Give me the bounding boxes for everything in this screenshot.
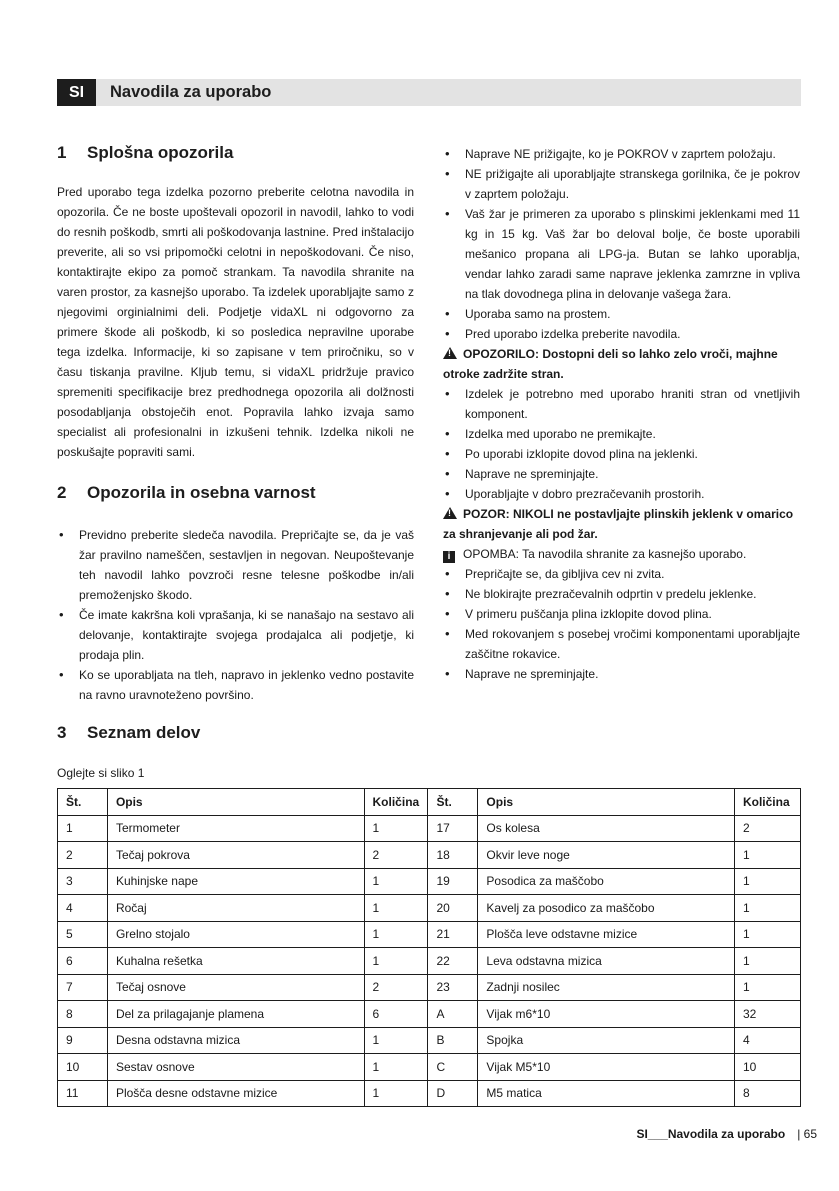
cell-qty: 1 <box>364 921 428 948</box>
cell-desc: Del za prilagajanje plamena <box>107 1001 364 1028</box>
cell-no: 6 <box>58 948 108 975</box>
cell-qty: 8 <box>734 1080 800 1107</box>
cell-no: C <box>428 1054 478 1081</box>
table-row <box>58 974 801 1001</box>
list-item: • Ne blokirajte prezračevalnih odprtin v predelu jeklenke. <box>443 584 800 604</box>
cell-desc: Termometer <box>107 815 364 842</box>
info-icon: i <box>443 551 455 563</box>
cell-no: 11 <box>58 1080 108 1107</box>
cell-no: 4 <box>58 895 108 922</box>
list-item: • Če imate kakršna koli vprašanja, ki se nanašajo na sestavo ali delovanje, kontaktirajte svojega prodajalca ali podjetje, ki prodaja plin. <box>57 605 414 665</box>
cell-desc: Okvir leve noge <box>478 842 735 869</box>
cell-no: 17 <box>428 815 478 842</box>
list-item: • Previdno preberite sledeča navodila. Prepričajte se, da je vaš žar pravilno nameščen, sestavljen in negovan. Neupoštevanje teh navodil lahko povzroči resne telesne poškodbe in/ali premoženjsko škodo. <box>57 525 414 605</box>
section-2-title: Opozorila in osebna varnost <box>87 483 316 502</box>
list-item: • Uporabljajte v dobro prezračevanih prostorih. <box>443 484 800 504</box>
cell-qty: 1 <box>734 974 800 1001</box>
header-bar <box>57 79 801 106</box>
warning-text: POZOR: NIKOLI ne postavljajte plinskih jeklenk v omarico za shranjevanje ali pod žar. <box>443 507 794 541</box>
cell-no: 23 <box>428 974 478 1001</box>
section-3-heading <box>57 723 200 743</box>
language-badge: SI <box>57 79 96 106</box>
list-item: • Ko se uporabljata na tleh, napravo in jeklenko vedno postavite na ravno uravnoteženo površino. <box>57 665 414 705</box>
cell-desc: Vijak M5*10 <box>478 1054 735 1081</box>
cell-no: 10 <box>58 1054 108 1081</box>
warning-triangle-icon <box>443 507 457 519</box>
cell-desc: Zadnji nosilec <box>478 974 735 1001</box>
cell-desc: M5 matica <box>478 1080 735 1107</box>
cell-qty: 1 <box>364 815 428 842</box>
list-item: • Vaš žar je primeren za uporabo s plinskimi jeklenkami med 11 kg in 15 kg. Vaš žar bo deloval bolje, če boste uporabili mešanico propana ali LPG-ja. Butan se lahko uporablja, vendar lahko zaradi same naprave jeklenka zamrzne in vpliva na tlak dovodnega plina in delovanje vašega žara. <box>443 204 800 304</box>
cell-desc: Posodica za maščobo <box>478 868 735 895</box>
cell-no: 19 <box>428 868 478 895</box>
footer-title: SI___Navodila za uporabo <box>636 1127 786 1141</box>
col-header-qty: Količina <box>364 789 428 816</box>
section-1-title: Splošna opozorila <box>87 143 234 162</box>
cell-qty: 1 <box>734 842 800 869</box>
section-1-number: 1 <box>57 143 67 162</box>
table-row <box>58 1054 801 1081</box>
note-line <box>443 544 800 564</box>
warning-hot-parts <box>443 344 800 384</box>
cell-qty: 1 <box>364 1080 428 1107</box>
cell-desc: Kuhinjske nape <box>107 868 364 895</box>
col-header-no: Št. <box>428 789 478 816</box>
cell-desc: Sestav osnove <box>107 1054 364 1081</box>
cell-no: 2 <box>58 842 108 869</box>
cell-no: 5 <box>58 921 108 948</box>
cell-desc: Kavelj za posodico za maščobo <box>478 895 735 922</box>
col-header-qty: Količina <box>734 789 800 816</box>
table-header-row <box>58 789 801 816</box>
list-item: • Izdelka med uporabo ne premikajte. <box>443 424 800 444</box>
cell-desc: Vijak m6*10 <box>478 1001 735 1028</box>
cell-no: 22 <box>428 948 478 975</box>
section-2-heading <box>57 483 316 503</box>
list-item: • Pred uporabo izdelka preberite navodila. <box>443 324 800 344</box>
page-footer <box>636 1127 817 1141</box>
cell-desc: Grelno stojalo <box>107 921 364 948</box>
cell-qty: 2 <box>364 974 428 1001</box>
cell-qty: 1 <box>364 1054 428 1081</box>
table-caption: Oglejte si sliko 1 <box>57 766 145 780</box>
warning-gas-cylinders <box>443 504 800 544</box>
list-item: • Naprave NE prižigajte, ko je POKROV v zaprtem položaju. <box>443 144 800 164</box>
cell-no: 9 <box>58 1027 108 1054</box>
table-row <box>58 868 801 895</box>
cell-no: 18 <box>428 842 478 869</box>
cell-qty: 1 <box>734 921 800 948</box>
parts-table-body <box>58 815 801 1107</box>
cell-no: 20 <box>428 895 478 922</box>
col-header-no: Št. <box>58 789 108 816</box>
list-item: • Izdelek je potrebno med uporabo hraniti stran od vnetljivih komponent. <box>443 384 800 424</box>
safety-list-b <box>443 384 800 504</box>
cell-no: 7 <box>58 974 108 1001</box>
cell-qty: 1 <box>364 895 428 922</box>
col-header-desc: Opis <box>478 789 735 816</box>
cell-no: A <box>428 1001 478 1028</box>
table-row <box>58 895 801 922</box>
col-header-desc: Opis <box>107 789 364 816</box>
list-item: • NE prižigajte ali uporabljajte stranskega gorilnika, če je pokrov v zaprtem položaju. <box>443 164 800 204</box>
right-column <box>443 144 800 684</box>
section-3-number: 3 <box>57 723 67 742</box>
section-2-list <box>57 525 414 705</box>
cell-no: 21 <box>428 921 478 948</box>
section-1-heading <box>57 143 233 163</box>
section-2-number: 2 <box>57 483 67 502</box>
cell-desc: Tečaj osnove <box>107 974 364 1001</box>
table-row <box>58 842 801 869</box>
safety-list-a <box>443 144 800 344</box>
warning-triangle-icon <box>443 347 457 359</box>
cell-desc: Spojka <box>478 1027 735 1054</box>
parts-table <box>57 788 801 1107</box>
cell-qty: 1 <box>734 868 800 895</box>
cell-desc: Kuhalna rešetka <box>107 948 364 975</box>
list-item: • Naprave ne spreminjajte. <box>443 464 800 484</box>
cell-no: D <box>428 1080 478 1107</box>
cell-qty: 10 <box>734 1054 800 1081</box>
table-row <box>58 1080 801 1107</box>
table-row <box>58 1027 801 1054</box>
cell-qty: 1 <box>734 948 800 975</box>
section-3-title: Seznam delov <box>87 723 201 742</box>
note-text: OPOMBA: Ta navodila shranite za kasnejšo uporabo. <box>463 547 747 561</box>
cell-desc: Ročaj <box>107 895 364 922</box>
cell-qty: 2 <box>734 815 800 842</box>
list-item: • Uporaba samo na prostem. <box>443 304 800 324</box>
cell-desc: Os kolesa <box>478 815 735 842</box>
cell-no: B <box>428 1027 478 1054</box>
page-number: | 65 <box>797 1127 817 1141</box>
cell-no: 3 <box>58 868 108 895</box>
cell-desc: Plošča leve odstavne mizice <box>478 921 735 948</box>
cell-desc: Plošča desne odstavne mizice <box>107 1080 364 1107</box>
cell-qty: 1 <box>364 1027 428 1054</box>
safety-list-c <box>443 564 800 684</box>
cell-desc: Desna odstavna mizica <box>107 1027 364 1054</box>
cell-qty: 1 <box>734 895 800 922</box>
table-row <box>58 921 801 948</box>
table-row <box>58 815 801 842</box>
cell-qty: 2 <box>364 842 428 869</box>
table-row <box>58 1001 801 1028</box>
list-item: • Po uporabi izklopite dovod plina na jeklenki. <box>443 444 800 464</box>
cell-qty: 32 <box>734 1001 800 1028</box>
table-row <box>58 948 801 975</box>
warning-text: OPOZORILO: Dostopni deli so lahko zelo vroči, majhne otroke zadržite stran. <box>443 347 778 381</box>
header-title: Navodila za uporabo <box>110 83 272 101</box>
list-item: • Med rokovanjem s posebej vročimi komponentami uporabljajte zaščitne rokavice. <box>443 624 800 664</box>
list-item: • Prepričajte se, da gibljiva cev ni zvita. <box>443 564 800 584</box>
list-item: • V primeru puščanja plina izklopite dovod plina. <box>443 604 800 624</box>
cell-qty: 1 <box>364 948 428 975</box>
cell-qty: 6 <box>364 1001 428 1028</box>
list-item: • Naprave ne spreminjajte. <box>443 664 800 684</box>
cell-desc: Tečaj pokrova <box>107 842 364 869</box>
cell-no: 8 <box>58 1001 108 1028</box>
cell-qty: 1 <box>364 868 428 895</box>
cell-qty: 4 <box>734 1027 800 1054</box>
section-1-text: Pred uporabo tega izdelka pozorno preberite celotna navodila in opozorila. Če ne boste upoštevali opozoril in navodil, lahko to vodi do resnih poškodb, smrti ali poškodovanja lastnine. Pred inštalacijo preverite, ali so vsi pripomočki celotni in nepoškodovani. Če niso, kontaktirajte ekipo za pomoč strankam. Ta navodila shranite na varen prostor, za kasnejšo uporabo. Ta izdelek uporabljajte samo z njegovimi orginialnimi deli. Podjetje vidaXL ni odgovorno za primere škode ali poškodb, ki so posledica nepravilne uporabe tega izdelka. Informacije, ki so zapisane v tem priročniku, so v času tiskanja pravilne. Kljub temu, si vidaXL pridržuje pravico spremeniti specifikacije brez predhodnega opozorila ali dolžnosti posodabljanja obstoječih enot. Popravila lahko izvaja samo specialist ali profesionalni in izkušeni tehnik. Izdelka nikoli ne poskušajte popraviti sami. <box>57 185 414 459</box>
cell-desc: Leva odstavna mizica <box>478 948 735 975</box>
cell-no: 1 <box>58 815 108 842</box>
